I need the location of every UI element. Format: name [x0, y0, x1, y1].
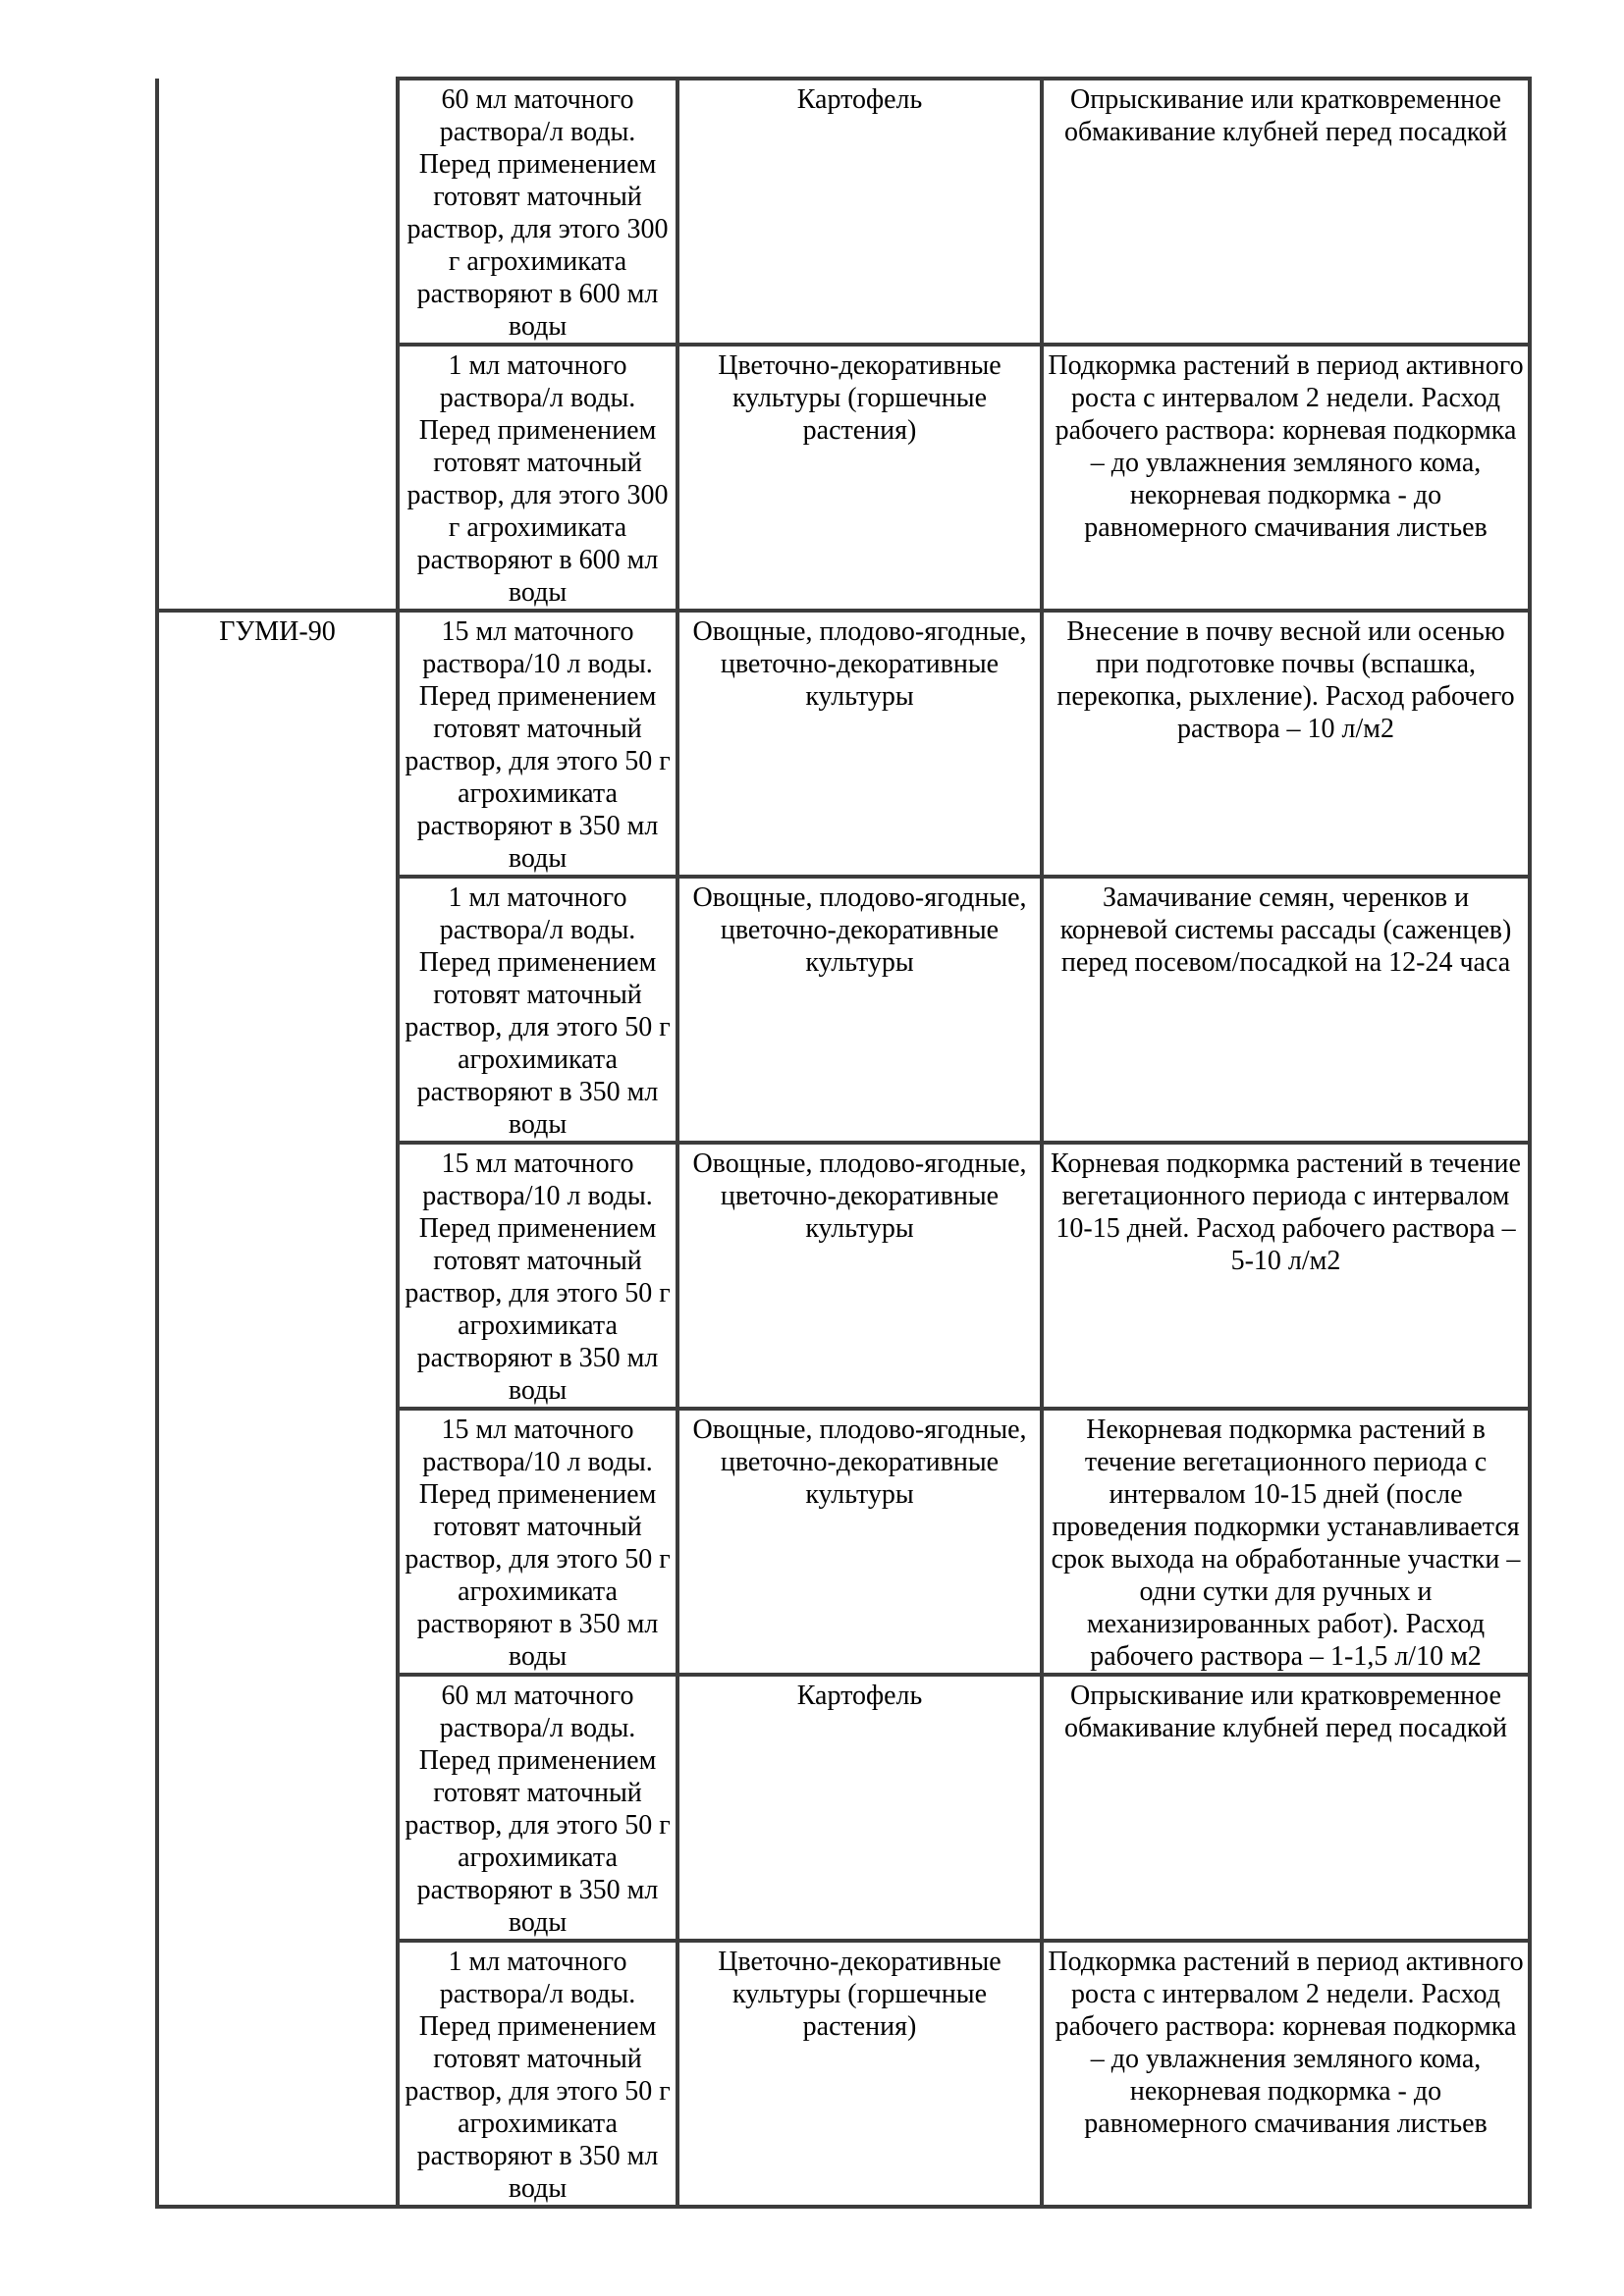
crop-cell: Овощные, плодово-ягодные, цветочно-декоративные культуры [677, 1409, 1042, 1675]
dosage-cell: 60 мл маточного раствора/л воды. Перед применением готовят маточный раствор, для этого 50 г агрохимиката растворяют в 350 мл воды [398, 1675, 677, 1941]
agrochemical-application-table [155, 77, 1532, 2209]
dosage-cell: 60 мл маточного раствора/л воды. Перед применением готовят маточный раствор, для этого 300 г агрохимиката растворяют в 600 мл воды [398, 79, 677, 345]
product-cell-empty [157, 79, 398, 611]
crop-cell: Картофель [677, 79, 1042, 345]
application-cell: Подкормка растений в период активного роста с интервалом 2 недели. Расход рабочего раствора: корневая подкормка – до увлажнения земляного кома, некорневая подкормка - до равномерного смачивания листьев [1042, 1941, 1530, 2207]
application-cell: Подкормка растений в период активного роста с интервалом 2 недели. Расход рабочего раствора: корневая подкормка – до увлажнения земляного кома, некорневая подкормка - до равномерного смачивания листьев [1042, 345, 1530, 611]
table-row [157, 79, 1530, 345]
application-cell: Опрыскивание или кратковременное обмакивание клубней перед посадкой [1042, 1675, 1530, 1941]
crop-cell: Цветочно-декоративные культуры (горшечные растения) [677, 345, 1042, 611]
dosage-cell: 15 мл маточного раствора/10 л воды. Перед применением готовят маточный раствор, для этого 50 г агрохимиката растворяют в 350 мл воды [398, 1143, 677, 1409]
application-cell: Некорневая подкормка растений в течение вегетационного периода с интервалом 10-15 дней (после проведения подкормки устанавливается срок выхода на обработанные участки – одни сутки для ручных и механизированных работ). Расход рабочего раствора – 1-1,5 л/10 м2 [1042, 1409, 1530, 1675]
crop-cell: Овощные, плодово-ягодные, цветочно-декоративные культуры [677, 1143, 1042, 1409]
crop-cell: Овощные, плодово-ягодные, цветочно-декоративные культуры [677, 877, 1042, 1143]
application-cell: Опрыскивание или кратковременное обмакивание клубней перед посадкой [1042, 79, 1530, 345]
table-row [157, 611, 1530, 877]
product-name-cell: ГУМИ-90 [157, 611, 398, 2207]
dosage-cell: 1 мл маточного раствора/л воды. Перед применением готовят маточный раствор, для этого 50 г агрохимиката растворяют в 350 мл воды [398, 877, 677, 1143]
crop-cell: Цветочно-декоративные культуры (горшечные растения) [677, 1941, 1042, 2207]
application-cell: Внесение в почву весной или осенью при подготовке почвы (вспашка, перекопка, рыхление). Расход рабочего раствора – 10 л/м2 [1042, 611, 1530, 877]
dosage-cell: 1 мл маточного раствора/л воды. Перед применением готовят маточный раствор, для этого 300 г агрохимиката растворяют в 600 мл воды [398, 345, 677, 611]
application-cell: Корневая подкормка растений в течение вегетационного периода с интервалом 10-15 дней. Расход рабочего раствора – 5-10 л/м2 [1042, 1143, 1530, 1409]
crop-cell: Овощные, плодово-ягодные, цветочно-декоративные культуры [677, 611, 1042, 877]
dosage-cell: 15 мл маточного раствора/10 л воды. Перед применением готовят маточный раствор, для этого 50 г агрохимиката растворяют в 350 мл воды [398, 1409, 677, 1675]
dosage-cell: 1 мл маточного раствора/л воды. Перед применением готовят маточный раствор, для этого 50 г агрохимиката растворяют в 350 мл воды [398, 1941, 677, 2207]
application-cell: Замачивание семян, черенков и корневой системы рассады (саженцев) перед посевом/посадкой на 12-24 часа [1042, 877, 1530, 1143]
crop-cell: Картофель [677, 1675, 1042, 1941]
dosage-cell: 15 мл маточного раствора/10 л воды. Перед применением готовят маточный раствор, для этого 50 г агрохимиката растворяют в 350 мл воды [398, 611, 677, 877]
